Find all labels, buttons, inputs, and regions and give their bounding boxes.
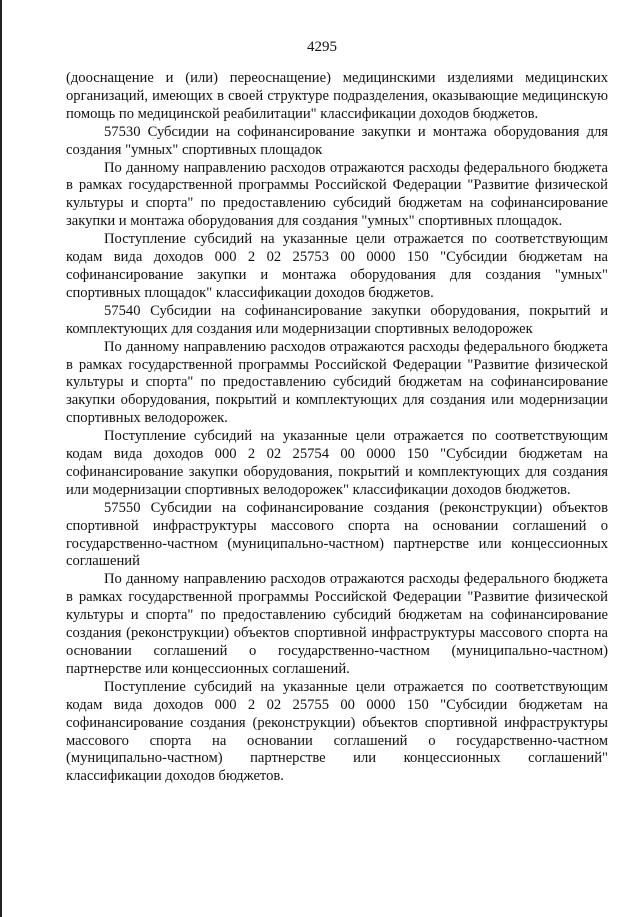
paragraph-57550-heading: 57550 Субсидии на софинансирование создания (реконструкции) объектов спортивной инфраструктуры массового спорта на основании соглашений о государственно-частном (муниципально-частном) партнерстве или концессионных соглашений [66, 499, 608, 570]
paragraph-57550-description: По данному направлению расходов отражаются расходы федерального бюджета в рамках государственной программы Российской Федерации "Развитие физической культуры и спорта" по предоставлению субсидий бюджетам на софинансирование создания (реконструкции) объектов спортивной инфраструктуры массового спорта на основании соглашений о государственно-частном (муниципально-частном) партнерстве или концессионных соглашений. [66, 571, 608, 677]
paragraph-57550-revenue: Поступление субсидий на указанные цели отражается по соответствующим кодам вида доходов 000 2 02 25755 00 0000 150 "Субсидии бюджетам на софинансирование создания (реконструкции) объектов спортивной инфраструктуры массового спорта на основании соглашений о государственно-частном (муниципально-частном) партнерстве или концессионных соглашений" классификации доходов бюджетов. [66, 678, 608, 785]
page-number: 4295 [307, 39, 337, 55]
paragraph-57530-description: По данному направлению расходов отражаются расходы федерального бюджета в рамках государственной программы Российской Федерации "Развитие физической культуры и спорта" по предоставлению субсидий бюджетам на софинансирование закупки и монтажа оборудования для создания "умных" спортивных площадок. [66, 159, 608, 230]
paragraph-57530-heading: 57530 Субсидии на софинансирование закупки и монтажа оборудования для создания "умных" спортивных площадок [66, 123, 608, 158]
paragraph-57540-revenue: Поступление субсидий на указанные цели отражается по соответствующим кодам вида доходов 000 2 02 25754 00 0000 150 "Субсидии бюджетам на софинансирование закупки оборудования, покрытий и комплектующих для создания или модернизации спортивных велодорожек" классификации доходов бюджетов. [66, 428, 608, 498]
paragraph-continuation: (дооснащение и (или) переоснащение) медицинскими изделиями медицинских организаций, имеющих в своей структуре подразделения, оказывающие медицинскую помощь по медицинской реабилитации" классификации доходов бюджетов. [66, 70, 608, 122]
paragraph-57530-revenue: Поступление субсидий на указанные цели отражается по соответствующим кодам вида доходов 000 2 02 25753 00 0000 150 "Субсидии бюджетам на софинансирование закупки и монтажа оборудования для создания "умных" спортивных площадок" классификации доходов бюджетов. [66, 231, 608, 301]
document-body [66, 70, 608, 786]
paragraph-57540-heading: 57540 Субсидии на софинансирование закупки оборудования, покрытий и комплектующих для создания или модернизации спортивных велодорожек [66, 302, 608, 337]
paragraph-57540-description: По данному направлению расходов отражаются расходы федерального бюджета в рамках государственной программы Российской Федерации "Развитие физической культуры и спорта" по предоставлению субсидий бюджетам на софинансирование закупки оборудования, покрытий и комплектующих для создания или модернизации спортивных велодорожек. [66, 338, 608, 427]
